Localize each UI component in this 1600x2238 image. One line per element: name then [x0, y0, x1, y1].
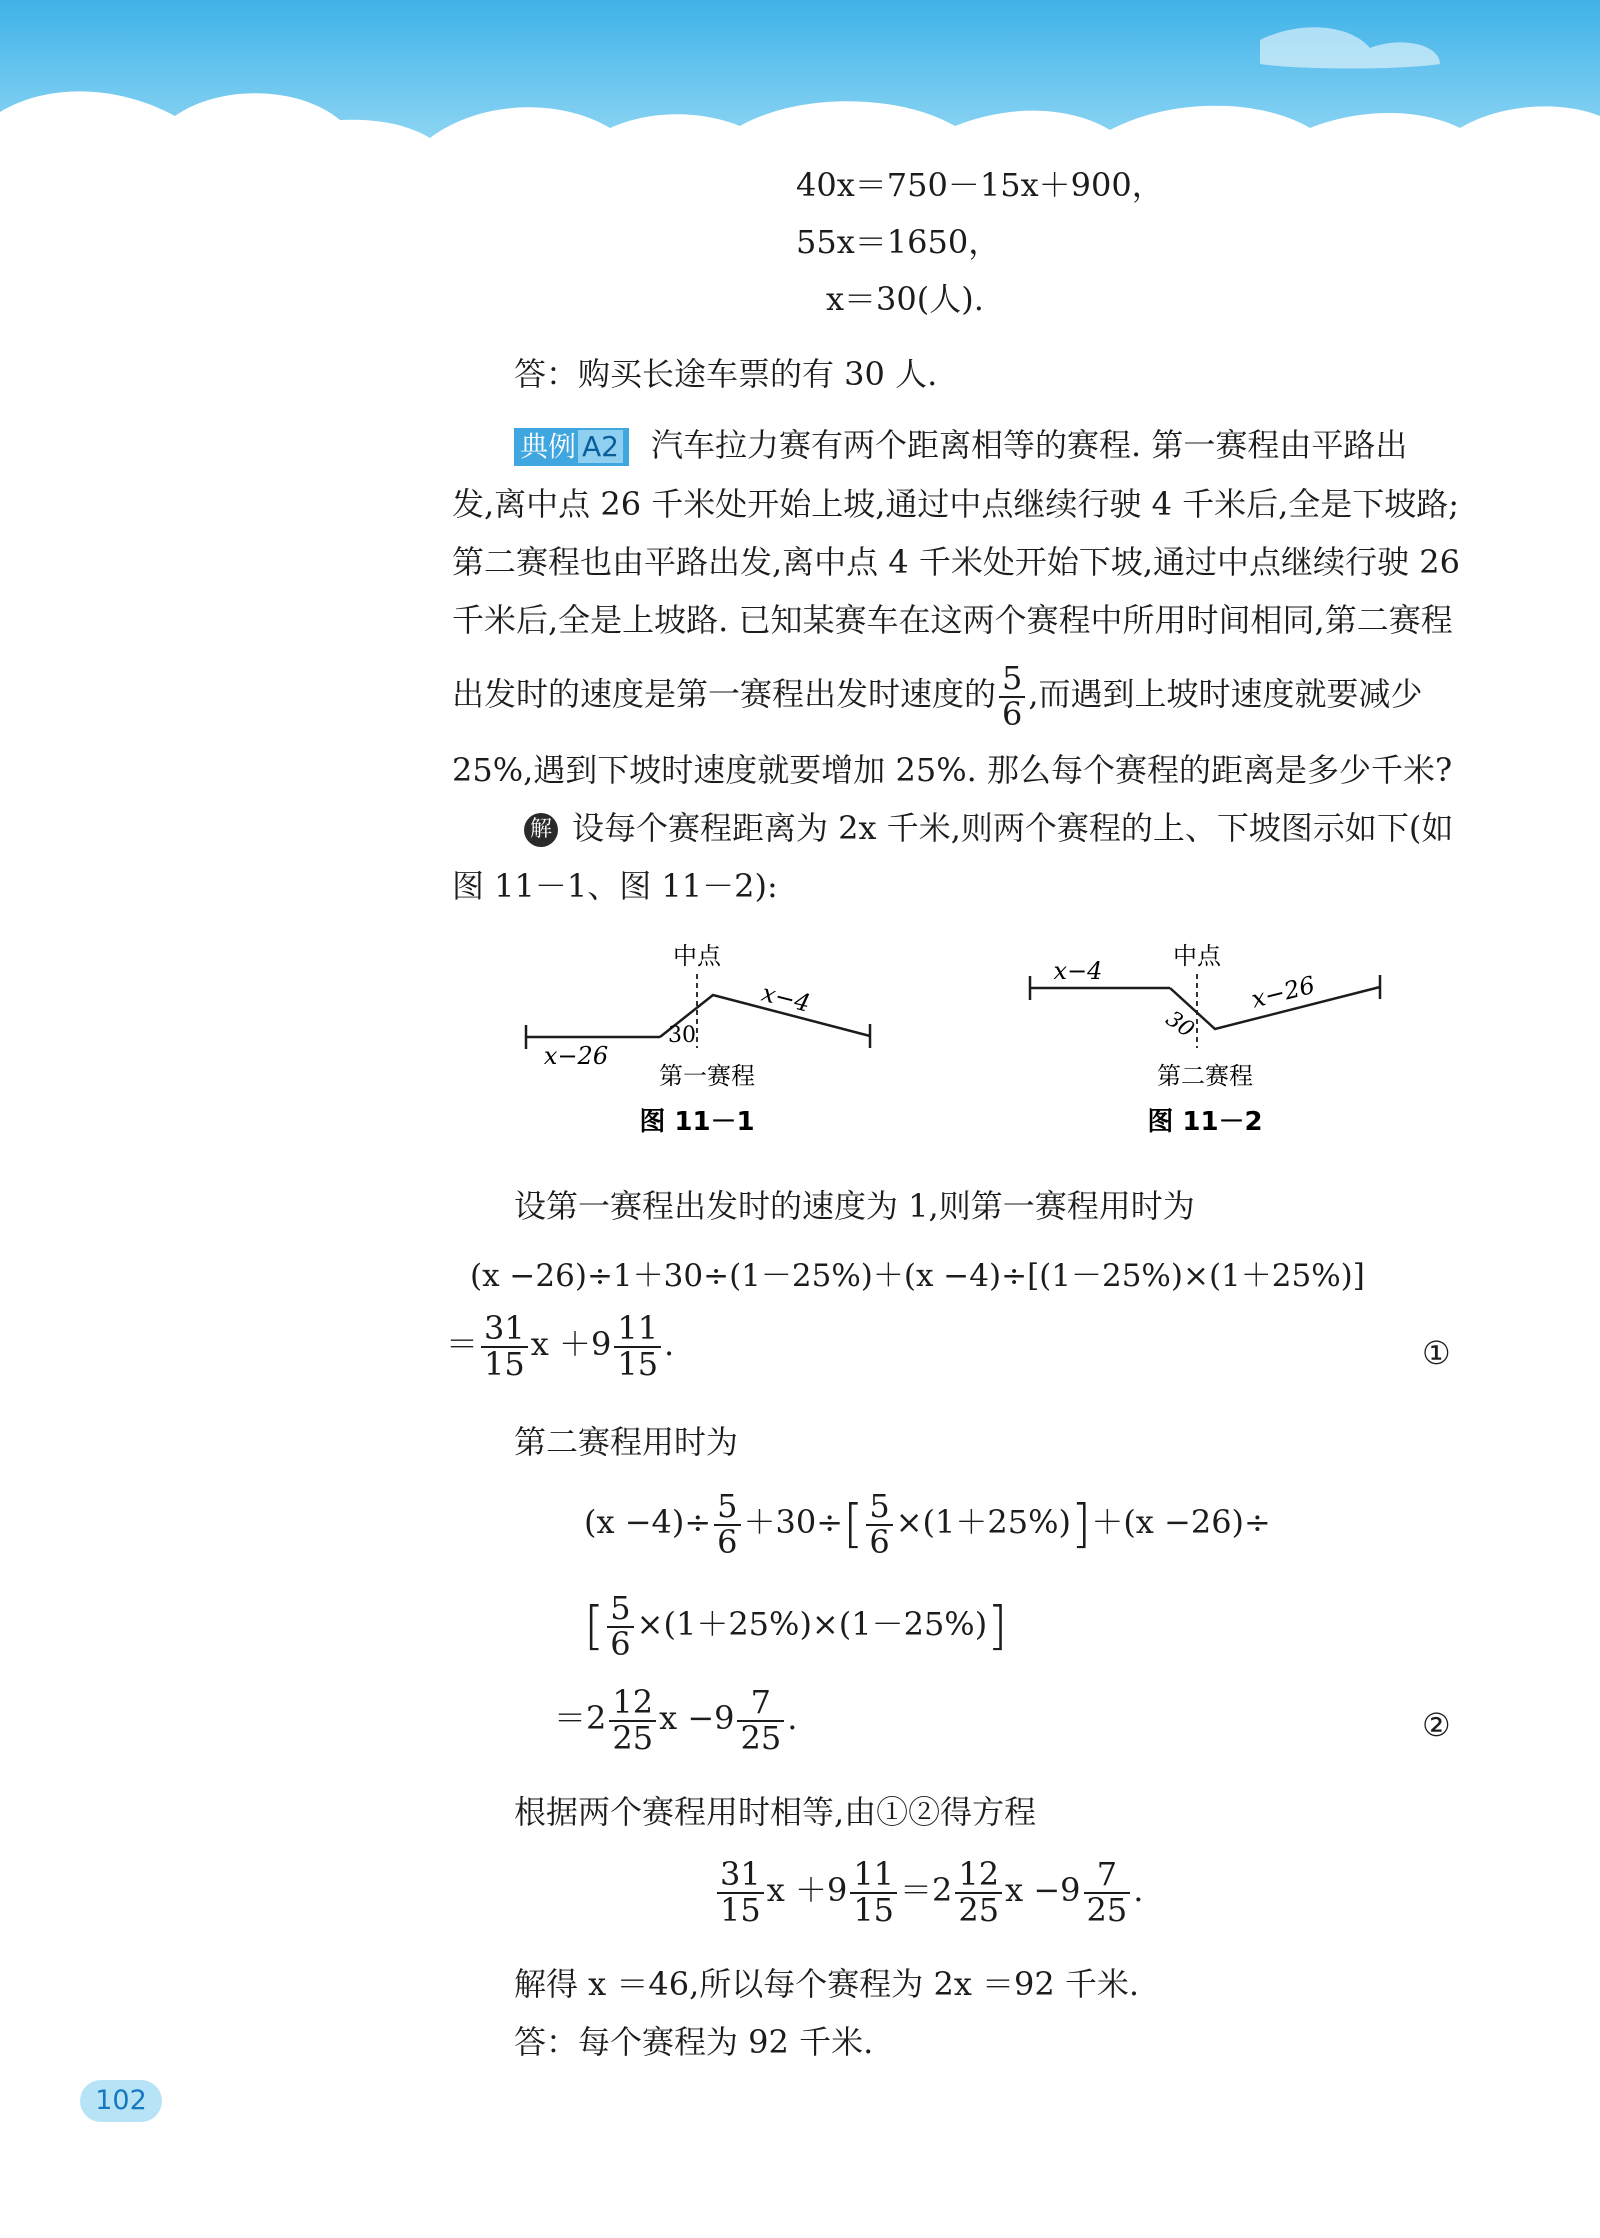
page-number: 102 [80, 2080, 162, 2122]
circled-mark-2: ② [1422, 1706, 1451, 1744]
fraction-five-sixths: $\frac{5}{6}$ [999, 662, 1025, 731]
example-line-3: 第二赛程也由平路出发,离中点 4 千米处开始下坡,通过中点继续行驶 26 [452, 543, 1460, 581]
time2-expression-line-2: [ $\frac{5}{6}$ ×(1＋25%)×(1－25%)] [584, 1589, 1008, 1663]
solution-icon: 解 [524, 813, 558, 847]
solution-line-1: 解 设每个赛程距离为 2x 千米,则两个赛程的上、下坡图示如下(如 [524, 808, 1453, 848]
fig2-midpoint-label: 中点 [1173, 942, 1221, 970]
solve-line: 解得 x ＝46,所以每个赛程为 2x ＝92 千米. [514, 1965, 1140, 2003]
speed-assumption-line: 设第一赛程出发时的速度为 1,则第一赛程用时为 [514, 1187, 1195, 1225]
figure-11-2 [1010, 930, 1410, 1140]
fig2-left-label: x−4 [1053, 957, 1103, 985]
header-cloud-banner [0, 0, 1600, 170]
answer-line-2: 答：每个赛程为 92 千米. [514, 2023, 874, 2061]
equation-line-2: 55x＝1650， [796, 223, 1001, 261]
fig2-caption: 图 11－2 [1147, 1107, 1263, 1137]
fig2-stage-label: 第二赛程 [1157, 1062, 1253, 1090]
figure-11-1 [510, 930, 890, 1140]
solution-line-2: 图 11－1、图 11－2): [452, 867, 778, 905]
example-line-6: 25%,遇到下坡时速度就要增加 25%. 那么每个赛程的距离是多少千米? [452, 751, 1453, 789]
fig2-right-label: x−26 [1248, 970, 1318, 1014]
example-label: 典例 A2 [514, 428, 629, 466]
example-line-5: 出发时的速度是第一赛程出发时速度的 $\frac{5}{6}$ ,而遇到上坡时速度就要减少 [452, 658, 1423, 733]
fig1-midpoint-label: 中点 [673, 942, 721, 970]
time2-expression-line-1: (x −4)÷ $\frac{5}{6}$ ＋30÷[ $\frac{5}{6}$ ×(1＋25%)]＋(x −26)÷ [584, 1487, 1271, 1561]
time2-title: 第二赛程用时为 [514, 1423, 739, 1461]
answer-line-1: 答：购买长途车票的有 30 人. [514, 355, 938, 393]
circled-mark-1: ① [1422, 1334, 1451, 1372]
equation-line-1: 40x＝750－15x＋900， [796, 166, 1164, 204]
time1-expression: (x −26)÷1＋30÷(1－25%)＋(x −4)÷[(1－25%)×(1＋25%)] [470, 1258, 1365, 1294]
final-equation: $\frac{31}{15}$ x ＋9 $\frac{11}{15}$ ＝2 $\frac{12}{25}$ x −9 $\frac{7}{25}$ . [714, 1858, 1143, 1927]
equation-title: 根据两个赛程用时相等,由①②得方程 [514, 1793, 1037, 1831]
time2-result: ＝2 $\frac{12}{25}$ x −9 $\frac{7}{25}$ . [554, 1683, 798, 1757]
equation-line-3: x＝30(人). [826, 280, 984, 318]
example-line-2: 发,离中点 26 千米处开始上坡,通过中点继续行驶 4 千米后,全是下坡路; [452, 485, 1460, 523]
fig1-angle-label: 30 [668, 1023, 696, 1048]
time1-result: ＝ $\frac{31}{15}$ x ＋9 $\frac{11}{15}$ . [446, 1309, 675, 1383]
fig1-left-label: x−26 [543, 1042, 609, 1070]
example-line-1: 典例 A2 汽车拉力赛有两个距离相等的赛程. 第一赛程由平路出 [514, 425, 1407, 466]
fig1-caption: 图 11－1 [639, 1107, 755, 1137]
fig2-angle-label: 30 [1161, 1006, 1199, 1043]
example-line-4: 千米后,全是上坡路. 已知某赛车在这两个赛程中所用时间相同,第二赛程 [452, 601, 1453, 639]
fig1-right-label: x−4 [758, 978, 814, 1018]
fig1-stage-label: 第一赛程 [659, 1062, 755, 1090]
